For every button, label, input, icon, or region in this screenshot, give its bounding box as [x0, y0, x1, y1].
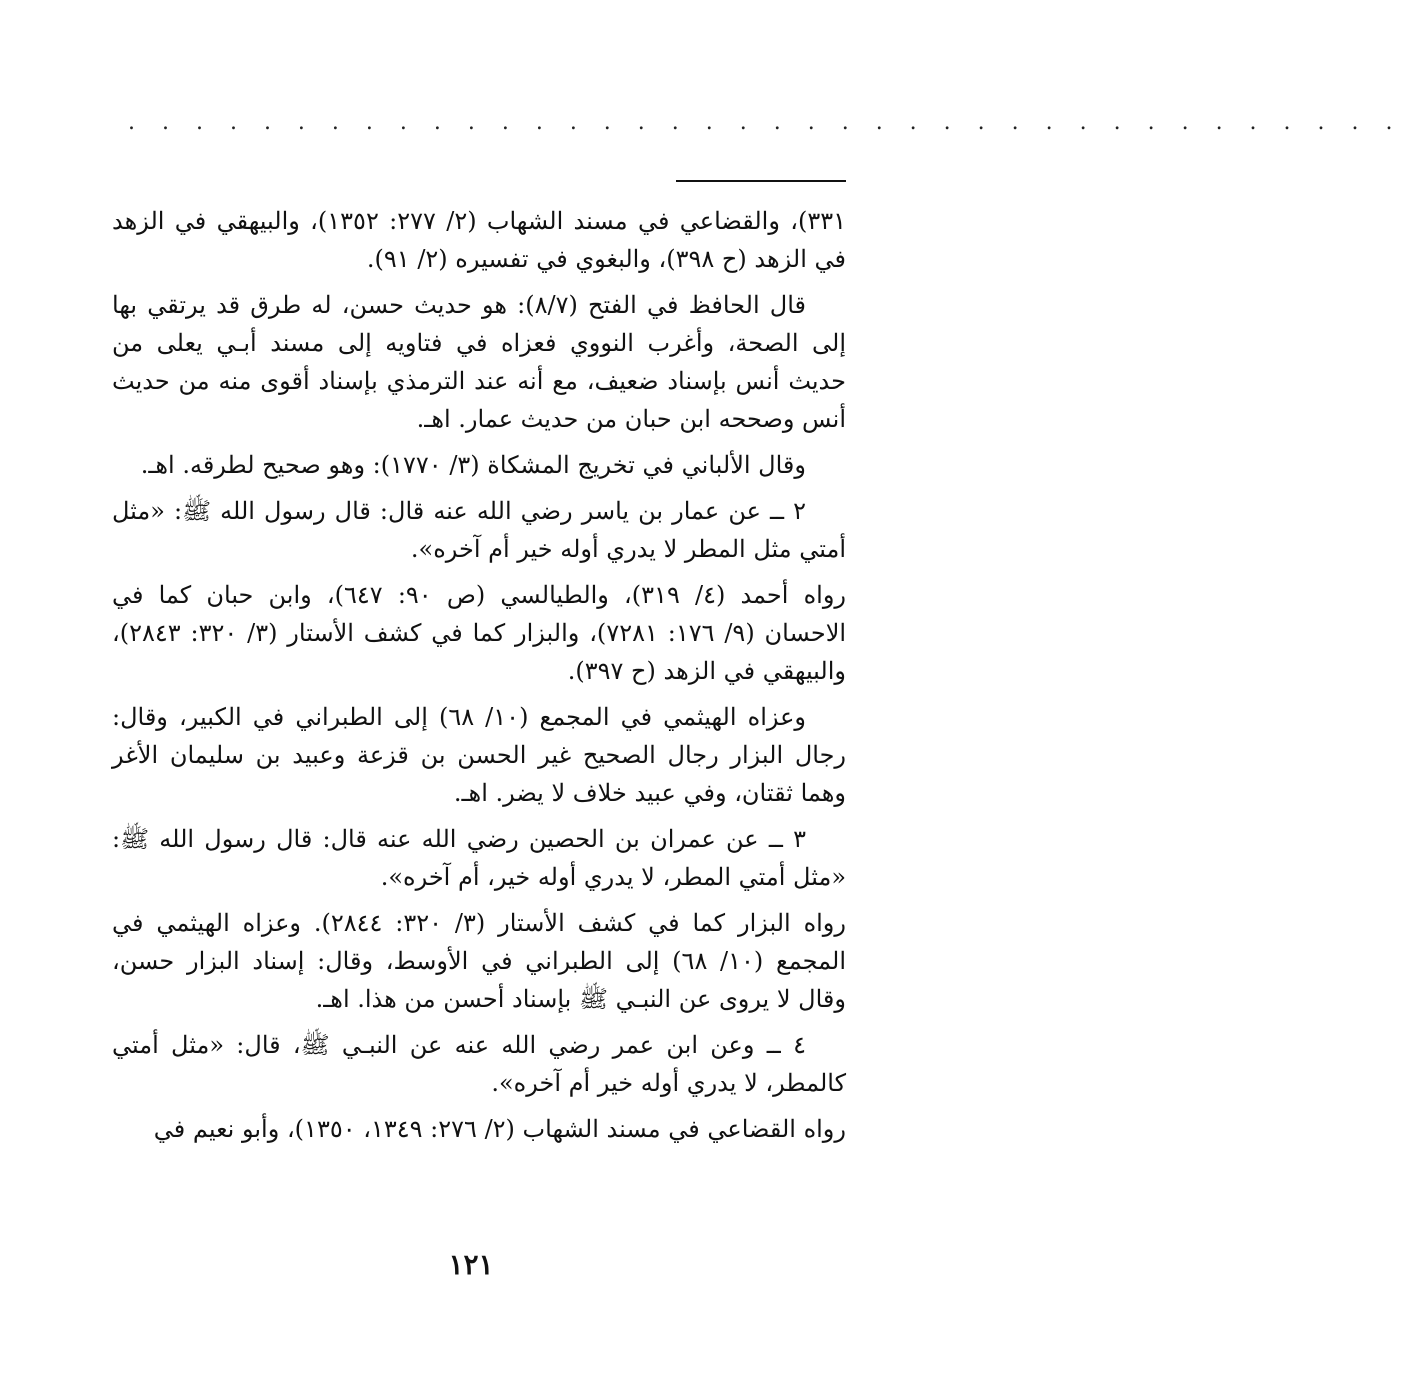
paragraph-9: ٤ ــ وعن ابن عمر رضي الله عنه عن النبـي ﷺ، قال: «مثل أمتي كالمطر، لا يدري أوله خير أم آخره». [112, 1031, 846, 1097]
dotted-separator: . . . . . . . . . . . . . . . . . . . . . . . . . . . . . . . . . . . . . . [128, 110, 1403, 135]
paragraph-1: ٣٣١)، والقضاعي في مسند الشهاب (٢/ ٢٧٧: ١٣٥٢)، والبيهقي في الزهد في الزهد (ح ٣٩٨)، والبغوي في تفسيره (٢/ ٩١). [112, 207, 847, 273]
page-number: ١٢١ [448, 1248, 494, 1281]
footnote-text [112, 202, 846, 1156]
paragraph-3: وقال الألباني في تخريج المشكاة (٣/ ١٧٧٠): وهو صحيح لطرقه. اهـ. [140, 451, 806, 479]
paragraph-2: قال الحافظ في الفتح (٨/٧): هو حديث حسن، له طرق قد يرتقي بها إلى الصحة، وأغرب النووي فعزاه في فتاويه إلى مسند أبـي يعلى من حديث أنس بإسناد ضعيف، مع أنه عند الترمذي بإسناد أقوى منه من حديث أنس وصححه ابن حبان من حديث عمار. اهـ. [112, 291, 846, 433]
paragraph-6: وعزاه الهيثمي في المجمع (١٠/ ٦٨) إلى الطبراني في الكبير، وقال: رجال البزار رجال الصحيح غير الحسن بن قزعة وعبيد بن سليمان الأغر وهما ثقتان، وفي عبيد خلاف لا يضر. اهـ. [112, 703, 846, 807]
paragraph-5: رواه أحمد (٤/ ٣١٩)، والطيالسي (ص ٩٠: ٦٤٧)، وابن حبان كما في الاحسان (٩/ ١٧٦: ٧٢٨١)، والبزار كما في كشف الأستار (٣/ ٣٢٠: ٢٨٤٣)، والبيهقي في الزهد (ح ٣٩٧). [112, 581, 847, 685]
paragraph-7: ٣ ــ عن عمران بن الحصين رضي الله عنه قال: قال رسول الله ﷺ: «مثل أمتي المطر، لا يدري أوله خير، أم آخره». [112, 825, 846, 891]
paragraph-10: رواه القضاعي في مسند الشهاب (٢/ ٢٧٦: ١٣٤٩، ١٣٥٠)، وأبو نعيم في [153, 1115, 846, 1143]
footnote-rule [676, 180, 846, 182]
paragraph-8: رواه البزار كما في كشف الأستار (٣/ ٣٢٠: ٢٨٤٤). وعزاه الهيثمي في المجمع (١٠/ ٦٨) إلى الطبراني في الأوسط، وقال: إسناد البزار حسن، وقال لا يروى عن النبـي ﷺ بإسناد أحسن من هذا. اهـ. [112, 909, 846, 1013]
paragraph-4: ٢ ــ عن عمار بن ياسر رضي الله عنه قال: قال رسول الله ﷺ: «مثل أمتي مثل المطر لا يدري أوله خير أم آخره». [112, 497, 846, 563]
